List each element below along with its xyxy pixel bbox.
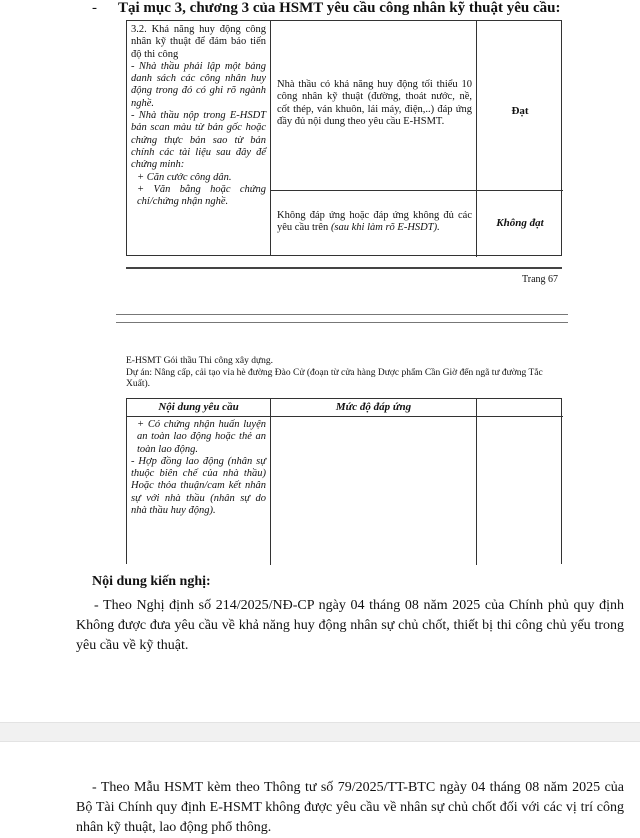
requirements-table <box>126 20 562 256</box>
table1-item-2: - Nhà thầu nộp trong E-HSDT bản scan màu từ bản gốc hoặc chứng thực bản sao từ bản chính các tài liệu sau đây để chứng minh: <box>131 110 266 171</box>
page-break-line-top <box>116 314 568 315</box>
page-footer-rule <box>126 267 562 269</box>
table2-level-cell <box>271 417 477 565</box>
table1-row2-result: Không đạt <box>496 217 544 229</box>
page-number: Trang 67 <box>522 274 559 285</box>
table2-item-1: + Có chứng nhận huấn luyện an toàn lao động hoặc thẻ an toàn lao động. <box>137 419 266 455</box>
page-header-line-1: E-HSMT Gói thầu Thi công xây dựng. <box>126 356 274 366</box>
table2-requirement-cell <box>127 417 271 565</box>
heading-text: Tại mục 3, chương 3 của HSMT yêu cầu công nhân kỹ thuật yêu cầu: <box>118 0 561 16</box>
table1-row2-criteria-note: (sau khi làm rõ E-HSDT). <box>330 222 440 234</box>
table1-row2-criteria-main: Không đáp ứng hoặc đáp ứng không đủ các yêu cầu trên <box>277 210 472 234</box>
table2-header-content: Nội dung yêu cầu <box>127 399 271 417</box>
page-separator-band <box>0 722 640 742</box>
recommendation-paragraph-1: - Theo Nghị định số 214/2025/NĐ-CP ngày 04 tháng 08 năm 2025 của Chính phủ quy định Không được đưa yêu cầu về khả năng huy động nhân sự chủ chốt, thiết bị thi công chủ yếu trong yêu cầu về kỹ thuật. <box>76 598 624 653</box>
recommendation-paragraph-2: - Theo Mẫu HSMT kèm theo Thông tư số 79/2025/TT-BTC ngày 04 tháng 08 năm 2025 của Bộ Tài Chính quy định E-HSMT không được yêu cầu về nhân sự chủ chốt đối với các vị trí công nhân kỹ thuật, lao động phổ thông. <box>76 780 624 835</box>
table2-item-2: - Hợp đồng lao động (nhân sự thuộc biên chế của nhà thầu) Hoặc thỏa thuận/cam kết nhân sự với nhà thầu (nhân sự do nhà thầu huy động). <box>131 455 266 517</box>
section-heading <box>92 0 561 17</box>
heading-bullet: - <box>92 0 97 16</box>
table1-row1-criteria: Nhà thầu có khả năng huy động tối thiểu 10 công nhân kỹ thuật (đường, thoát nước, nề, cốt thép, ván khuôn, lái máy, điện,..) đáp ứng đầy đủ nội dung theo yêu cầu E-HSMT. <box>271 21 477 191</box>
table1-requirement-cell <box>127 21 271 255</box>
table1-row2-criteria <box>271 191 477 257</box>
page-header <box>126 356 566 391</box>
page-break-line-bottom <box>116 322 568 323</box>
page-header-line-2: Dự án: Nâng cấp, cải tạo vỉa hè đường Đào Cử (đoạn từ cửa hàng Dược phẩm Cần Giờ đến ngã tư đường Tắc Xuất). <box>126 367 543 389</box>
table1-subitem-2: + Văn bằng hoặc chứng chỉ/chứng nhận nghề. <box>137 183 266 208</box>
table2-header-empty <box>477 399 563 417</box>
table1-title: 3.2. Khả năng huy động công nhân kỹ thuật để đảm bảo tiến độ thi công <box>131 24 266 60</box>
table1-item-1: - Nhà thầu phải lập một bảng danh sách các công nhân huy động trong đó có ghi rõ ngành nghề. <box>131 60 266 109</box>
table1-subitem-1: + Căn cước công dân. <box>137 171 232 183</box>
table2-header-level: Mức độ đáp ứng <box>271 399 477 417</box>
table1-row1-result: Đạt <box>477 21 563 191</box>
recommendation-title: Nội dung kiến nghị: <box>92 574 211 589</box>
continuation-table <box>126 398 562 564</box>
